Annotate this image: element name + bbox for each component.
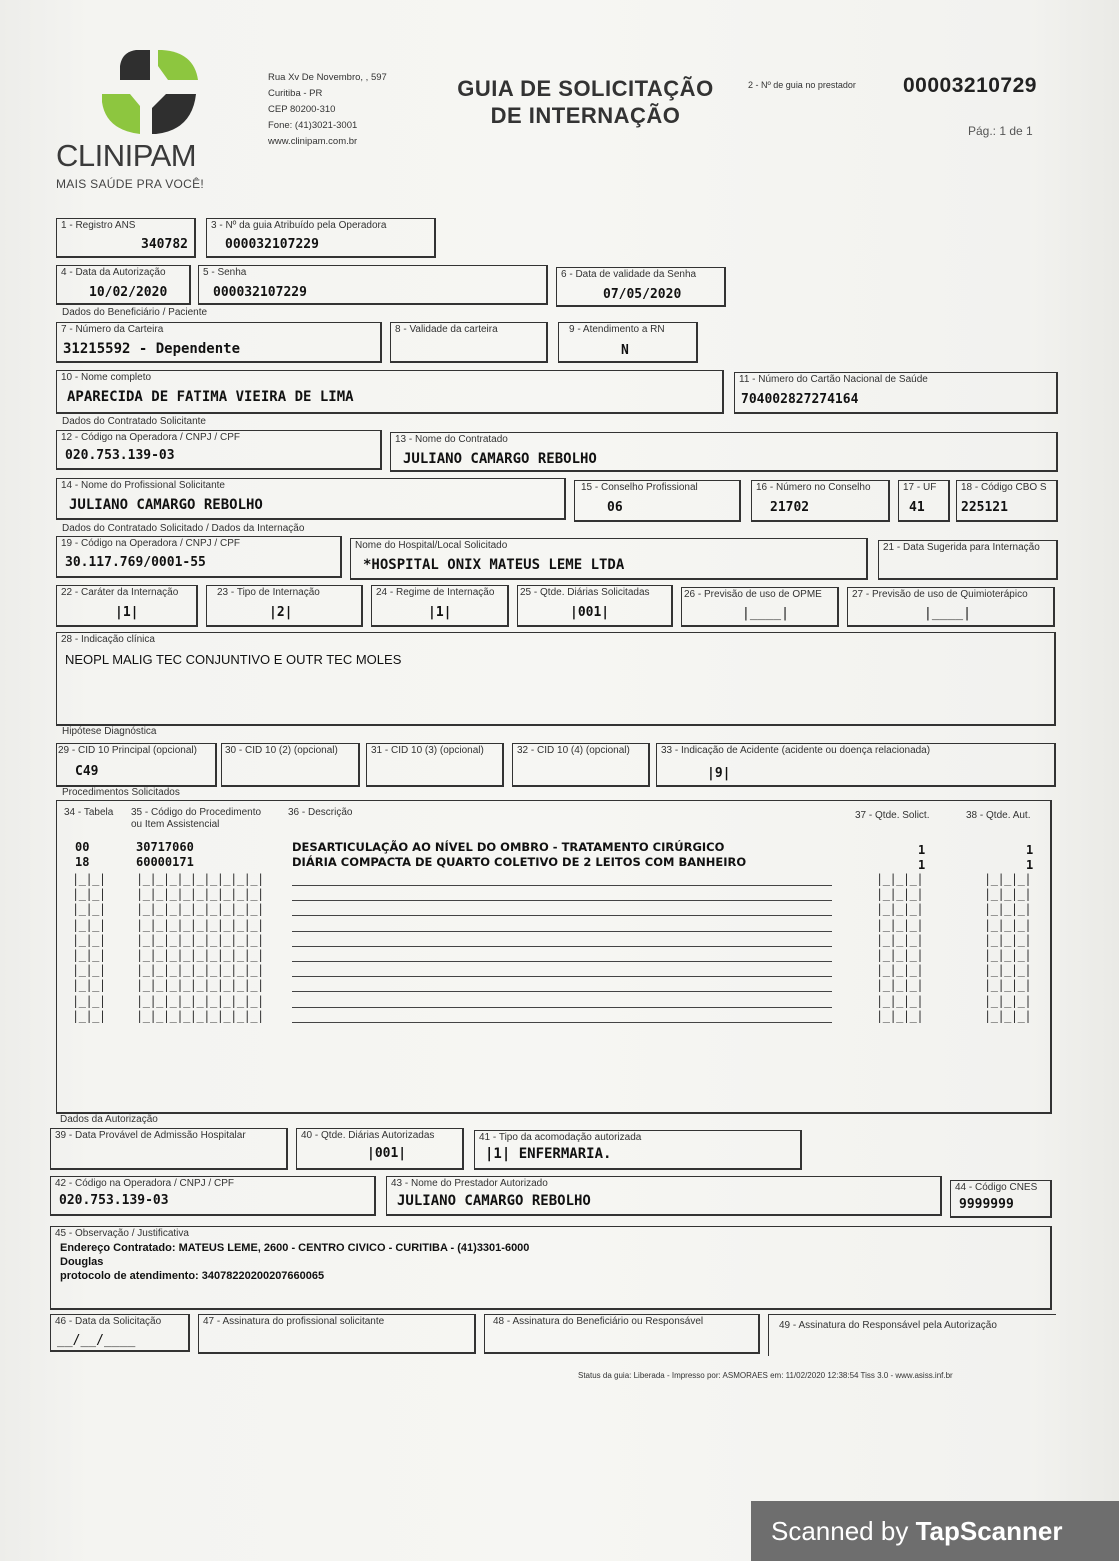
empty-descricao-line (292, 900, 832, 901)
status-line: Status da guia: Liberada - Impresso por: ASMORAES em: 11/02/2020 12:38:54 Tiss 3.0 - www.asiss.inf.br (578, 1371, 953, 1380)
field-atendimento-rn: 9 - Atendimento a RN N (558, 322, 698, 363)
field-data-solicitacao: 46 - Data da Solicitação __/__/____ (50, 1314, 190, 1352)
field-numero-carteira: 7 - Número da Carteira 31215592 - Dependente (56, 322, 382, 363)
section-autorizacao: Dados da Autorização (60, 1114, 158, 1125)
empty-qtde-solic-cell: |_|_|_| (876, 963, 924, 977)
empty-qtde-aut-cell: |_|_|_| (984, 994, 1032, 1008)
field-validade-senha: 6 - Data de validade da Senha 07/05/2020 (556, 267, 726, 307)
empty-codigo-cell: |_|_|_|_|_|_|_|_|_| (136, 948, 264, 962)
logo-name: CLINIPAM (56, 138, 197, 173)
logo-tagline: MAIS SAÚDE PRA VOCÊ! (56, 177, 205, 191)
empty-qtde-solic-cell: |_|_|_| (876, 994, 924, 1008)
field-numero-conselho: 16 - Número no Conselho 21702 (751, 480, 890, 522)
empty-tabela-cell: |_|_| (72, 1009, 106, 1023)
field-qtde-diarias-solicitadas: 25 - Qtde. Diárias Solicitadas |001| (517, 585, 673, 627)
empty-descricao-line (292, 1007, 832, 1008)
procedure-row-1-descricao: DESARTICULAÇÃO AO NÍVEL DO OMBRO - TRATAMENTO CIRÚRGICO (292, 840, 725, 854)
empty-qtde-aut-cell: |_|_|_| (984, 902, 1032, 916)
empty-codigo-cell: |_|_|_|_|_|_|_|_|_| (136, 887, 264, 901)
field-assinatura-profissional: 47 - Assinatura do profissional solicitante (198, 1314, 476, 1354)
page-number: Pág.: 1 de 1 (968, 124, 1033, 138)
field-previsao-opme: 26 - Previsão de uso de OPME |____| (681, 587, 839, 627)
empty-descricao-line (292, 1022, 832, 1023)
field-observacao: 45 - Observação / Justificativa (50, 1226, 1052, 1310)
header-codigo: 35 - Código do Procedimento ou Item Assistencial (131, 807, 262, 830)
field-validade-carteira: 8 - Validade da carteira (390, 322, 548, 363)
field-tipo-acomodacao: 41 - Tipo da acomodação autorizada |1| ENFERMARIA. (474, 1130, 802, 1170)
field-uf: 17 - UF 41 (898, 480, 950, 522)
header-qtde-solic: 37 - Qtde. Solict. (855, 810, 930, 821)
empty-qtde-solic-cell: |_|_|_| (876, 887, 924, 901)
field-codigo-operadora-12: 12 - Código na Operadora / CNPJ / CPF 020.753.139-03 (56, 430, 382, 470)
section-contratado-solicitante: Dados do Contratado Solicitante (62, 416, 206, 427)
empty-qtde-aut-cell: |_|_|_| (984, 1009, 1032, 1023)
empty-codigo-cell: |_|_|_|_|_|_|_|_|_| (136, 1009, 264, 1023)
field-regime-internacao: 24 - Regime de Internação |1| (371, 585, 509, 627)
empty-qtde-solic-cell: |_|_|_| (876, 933, 924, 947)
empty-qtde-aut-cell: |_|_|_| (984, 887, 1032, 901)
field-cid-principal: 29 - CID 10 Principal (opcional) C49 (56, 743, 217, 787)
empty-qtde-solic-cell: |_|_|_| (876, 978, 924, 992)
clinipam-logo-icon (96, 46, 202, 138)
section-beneficiario: Dados do Beneficiário / Paciente (62, 307, 208, 318)
empty-qtde-solic-cell: |_|_|_| (876, 948, 924, 962)
empty-qtde-solic-cell: |_|_|_| (876, 1009, 924, 1023)
procedure-row-2-descricao: DIÁRIA COMPACTA DE QUARTO COLETIVO DE 2 LEITOS COM BANHEIRO (292, 855, 747, 869)
field-senha: 5 - Senha 000032107229 (198, 265, 548, 305)
empty-qtde-solic-cell: |_|_|_| (876, 918, 924, 932)
field-tipo-internacao: 23 - Tipo de Internação |2| (206, 585, 363, 627)
empty-descricao-line (292, 931, 832, 932)
field-data-sugerida: 21 - Data Sugerida para Internação (878, 540, 1058, 580)
field-cid-4: 32 - CID 10 (4) (opcional) (512, 743, 650, 787)
empty-qtde-aut-cell: |_|_|_| (984, 978, 1032, 992)
field-codigo-cnes: 44 - Código CNES 9999999 (950, 1180, 1052, 1218)
section-contratado-solicitado: Dados do Contratado Solicitado / Dados da Internação (62, 523, 305, 534)
procedure-row-2-solic: 1 (918, 858, 926, 872)
section-procedimentos: Procedimentos Solicitados (62, 787, 180, 798)
empty-qtde-solic-cell: |_|_|_| (876, 872, 924, 886)
empty-qtde-aut-cell: |_|_|_| (984, 872, 1032, 886)
procedure-row-2-tabela: 18 (75, 855, 90, 869)
empty-qtde-aut-cell: |_|_|_| (984, 963, 1032, 977)
field-codigo-operadora-19: 19 - Código na Operadora / CNPJ / CPF 30.117.769/0001-55 (56, 536, 342, 578)
document-title: GUIA DE SOLICITAÇÃO DE INTERNAÇÃO (457, 76, 714, 128)
empty-codigo-cell: |_|_|_|_|_|_|_|_|_| (136, 978, 264, 992)
empty-tabela-cell: |_|_| (72, 918, 106, 932)
empty-tabela-cell: |_|_| (72, 933, 106, 947)
empty-tabela-cell: |_|_| (72, 978, 106, 992)
guia-number-label: 2 - Nº de guia no prestador (748, 80, 856, 90)
procedure-row-1-codigo: 30717060 (136, 840, 194, 854)
procedure-row-1-solic: 1 (918, 843, 926, 857)
empty-descricao-line (292, 976, 832, 977)
empty-descricao-line (292, 946, 832, 947)
empty-tabela-cell: |_|_| (72, 994, 106, 1008)
empty-descricao-line (292, 915, 832, 916)
company-address: Rua Xv De Novembro, , 597 Curitiba - PR CEP 80200-310 Fone: (41)3021-3001 www.clinipam.com.br (268, 72, 387, 147)
empty-qtde-aut-cell: |_|_|_| (984, 918, 1032, 932)
empty-codigo-cell: |_|_|_|_|_|_|_|_|_| (136, 994, 264, 1008)
empty-qtde-aut-cell: |_|_|_| (984, 948, 1032, 962)
procedure-row-2-aut: 1 (1026, 858, 1034, 872)
empty-qtde-aut-cell: |_|_|_| (984, 933, 1032, 947)
empty-tabela-cell: |_|_| (72, 963, 106, 977)
field-cbo: 18 - Código CBO S 225121 (956, 480, 1058, 522)
header-tabela: 34 - Tabela (64, 807, 114, 818)
field-codigo-operadora-42: 42 - Código na Operadora / CNPJ / CPF 020.753.139-03 (50, 1176, 376, 1216)
empty-codigo-cell: |_|_|_|_|_|_|_|_|_| (136, 963, 264, 977)
field-qtde-diarias-autorizadas: 40 - Qtde. Diárias Autorizadas |001| (296, 1128, 464, 1170)
field-carater-internacao: 22 - Caráter da Internação |1| (56, 585, 198, 627)
scanner-watermark: Scanned by TapScanner (751, 1501, 1119, 1561)
empty-tabela-cell: |_|_| (72, 872, 106, 886)
field-cartao-nacional: 11 - Número do Cartão Nacional de Saúde 704002827274164 (734, 372, 1058, 414)
observacao-line-1: Endereço Contratado: MATEUS LEME, 2600 - CENTRO CIVICO - CURITIBA - (41)3301-6000 (60, 1242, 530, 1254)
field-conselho-profissional: 15 - Conselho Profissional 06 (574, 480, 741, 522)
empty-codigo-cell: |_|_|_|_|_|_|_|_|_| (136, 918, 264, 932)
field-nome-completo: 10 - Nome completo APARECIDA DE FATIMA VIEIRA DE LIMA (56, 370, 724, 414)
field-previsao-quimioterapico: 27 - Previsão de uso de Quimioterápico |____| (847, 587, 1055, 627)
field-assinatura-responsavel: 49 - Assinatura do Responsável pela Autorização (768, 1314, 1056, 1356)
empty-codigo-cell: |_|_|_|_|_|_|_|_|_| (136, 902, 264, 916)
field-guia-operadora: 3 - Nº da guia Atribuído pela Operadora 000032107229 (206, 218, 436, 258)
empty-codigo-cell: |_|_|_|_|_|_|_|_|_| (136, 872, 264, 886)
empty-descricao-line (292, 991, 832, 992)
empty-qtde-solic-cell: |_|_|_| (876, 902, 924, 916)
observacao-line-2: Douglas (60, 1256, 104, 1268)
field-data-autorizacao: 4 - Data da Autorização 10/02/2020 (56, 265, 191, 305)
field-registro-ans: 1 - Registro ANS 340782 (56, 218, 196, 258)
procedure-row-1-tabela: 00 (75, 840, 90, 854)
field-cid-2: 30 - CID 10 (2) (opcional) (221, 743, 360, 787)
section-hipotese: Hipótese Diagnóstica (62, 726, 157, 737)
field-indicacao-acidente: 33 - Indicação de Acidente (acidente ou doença relacionada) |9| (656, 743, 1056, 787)
field-nome-contratado: 13 - Nome do Contratado JULIANO CAMARGO REBOLHO (390, 432, 1058, 472)
field-data-admissao: 39 - Data Provável de Admissão Hospitalar (50, 1128, 288, 1170)
empty-tabela-cell: |_|_| (72, 948, 106, 962)
field-cid-3: 31 - CID 10 (3) (opcional) (366, 743, 504, 787)
field-indicacao-clinica: 28 - Indicação clínica NEOPL MALIG TEC CONJUNTIVO E OUTR TEC MOLES (56, 632, 1056, 726)
field-prestador-autorizado: 43 - Nome do Prestador Autorizado JULIANO CAMARGO REBOLHO (386, 1176, 942, 1216)
empty-codigo-cell: |_|_|_|_|_|_|_|_|_| (136, 933, 264, 947)
empty-descricao-line (292, 961, 832, 962)
observacao-line-3: protocolo de atendimento: 34078220200207660065 (60, 1270, 325, 1282)
field-profissional-solicitante: 14 - Nome do Profissional Solicitante JULIANO CAMARGO REBOLHO (56, 478, 566, 520)
empty-tabela-cell: |_|_| (72, 902, 106, 916)
procedure-row-1-aut: 1 (1026, 843, 1034, 857)
empty-tabela-cell: |_|_| (72, 887, 106, 901)
field-nome-hospital: Nome do Hospital/Local Solicitado *HOSPITAL ONIX MATEUS LEME LTDA (350, 538, 868, 580)
guia-number: 00003210729 (903, 74, 1037, 97)
field-assinatura-beneficiario: 48 - Assinatura do Beneficiário ou Responsável (484, 1314, 760, 1354)
header-descricao: 36 - Descrição (288, 807, 353, 818)
procedure-row-2-codigo: 60000171 (136, 855, 194, 869)
header-qtde-aut: 38 - Qtde. Aut. (966, 810, 1031, 821)
empty-descricao-line (292, 885, 832, 886)
